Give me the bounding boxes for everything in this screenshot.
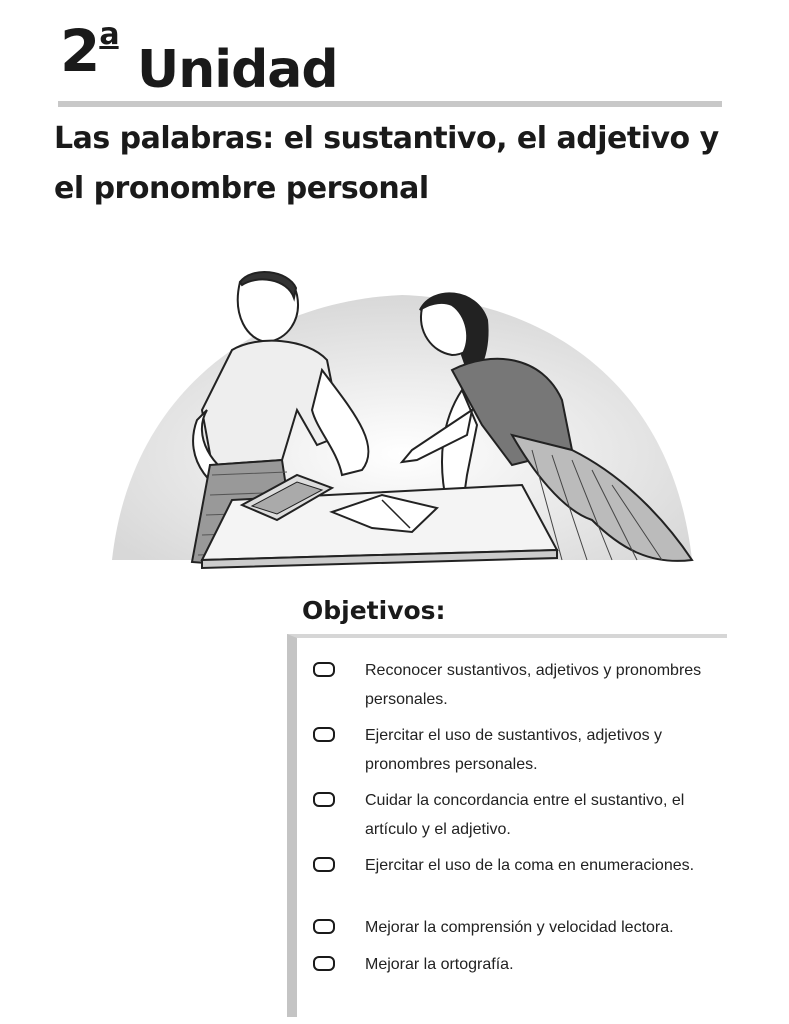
objective-checkbox[interactable]	[313, 956, 335, 971]
objective-checkbox[interactable]	[313, 857, 335, 872]
objective-checkbox[interactable]	[313, 792, 335, 807]
unit-number-ordinal: a	[99, 17, 119, 52]
unit-label: Unidad	[137, 40, 338, 100]
objective-text: Mejorar la ortografía.	[365, 956, 514, 973]
objectives-panel	[287, 634, 727, 1017]
title-rule	[58, 101, 722, 107]
unit-number-digit: 2	[60, 17, 100, 85]
list-item	[325, 913, 715, 942]
list-item	[325, 786, 715, 844]
objective-text: Reconocer sustantivos, adjetivos y pronombres personales.	[365, 662, 702, 708]
objective-checkbox[interactable]	[313, 662, 335, 677]
two-people-at-table-with-books-illustration	[92, 260, 712, 595]
unit-number	[60, 17, 119, 85]
list-item	[325, 950, 715, 979]
list-item	[325, 851, 715, 880]
page-title: Las palabras: el sustantivo, el adjetivo y el pronombre personal	[54, 121, 719, 206]
objective-text: Mejorar la comprensión y velocidad lectora.	[365, 919, 674, 936]
list-item	[325, 721, 715, 779]
objective-checkbox[interactable]	[313, 919, 335, 934]
objective-checkbox[interactable]	[313, 727, 335, 742]
objective-text: Ejercitar el uso de la coma en enumeraciones.	[365, 857, 695, 874]
objective-text: Ejercitar el uso de sustantivos, adjetivos y pronombres personales.	[365, 727, 663, 773]
objectives-heading: Objetivos:	[302, 596, 446, 625]
objective-text: Cuidar la concordancia entre el sustantivo, el artículo y el adjetivo.	[365, 792, 685, 838]
list-item	[325, 656, 715, 714]
